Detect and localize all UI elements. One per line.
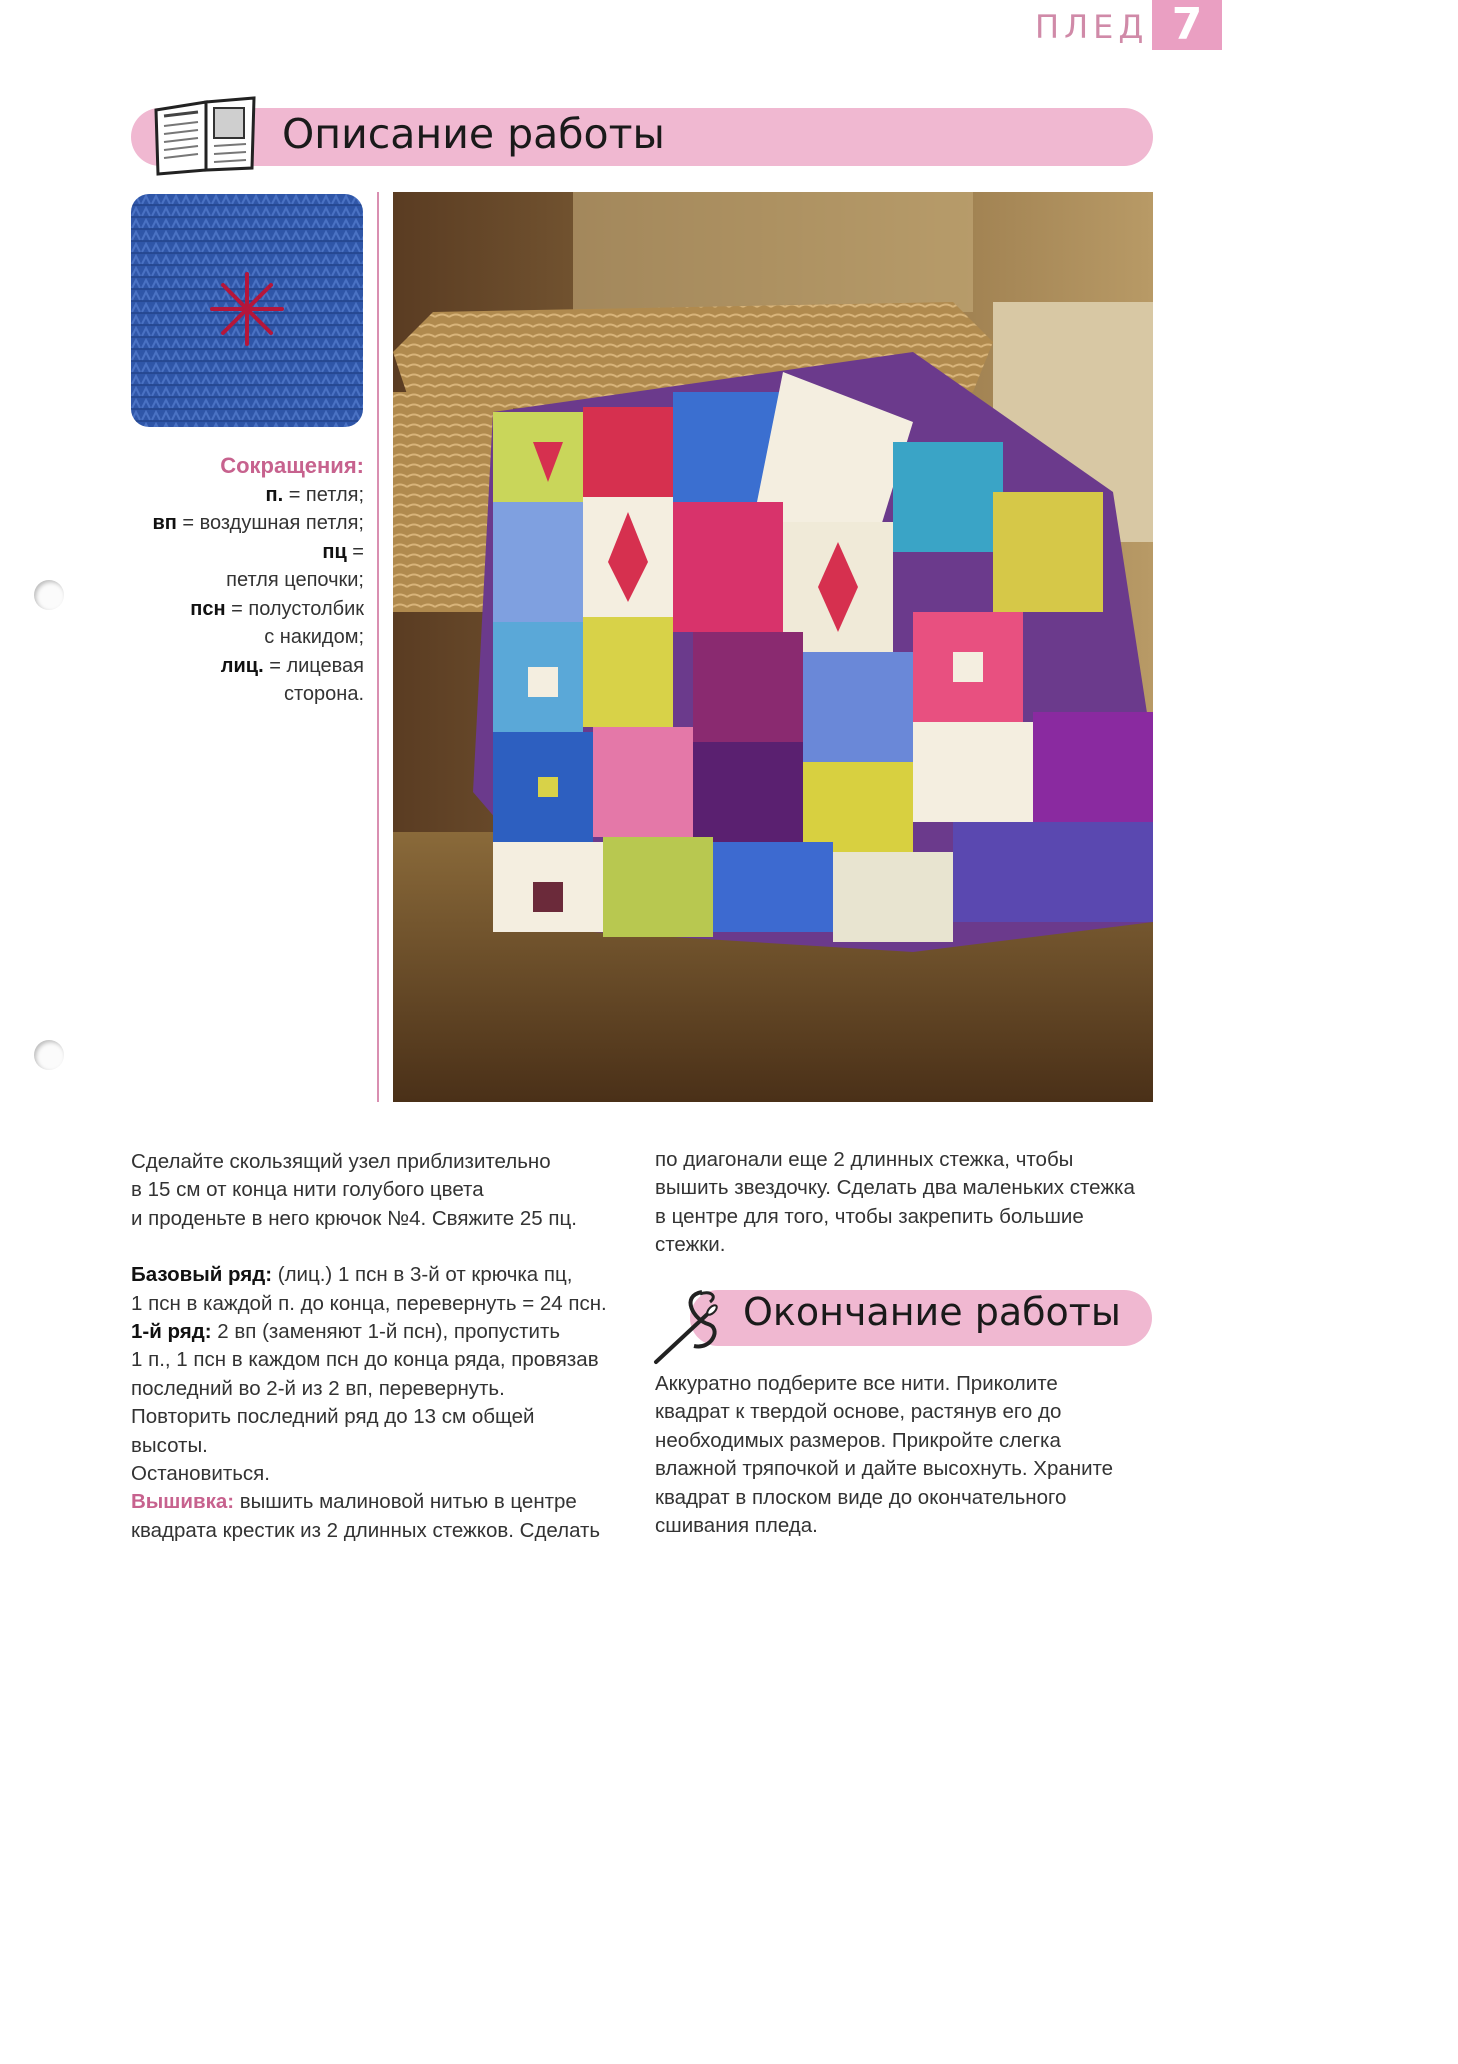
row1-line: высоты. [131, 1433, 208, 1457]
row1-line: Повторить последний ряд до 13 см общей [131, 1405, 535, 1429]
row1-line: Остановиться. [131, 1462, 270, 1486]
running-header-section: ПЛЕД [1035, 8, 1149, 46]
intro-line: Сделайте скользящий узел приблизительно [131, 1150, 551, 1173]
abbreviations-title: Сокращения: [220, 453, 364, 478]
embroidery-line: стежки. [655, 1233, 726, 1257]
finishing-line: влажной тряпочкой и дайте высохнуть. Храните [655, 1457, 1114, 1481]
abbreviation-line: петля цепочки; [226, 569, 364, 591]
finishing-text [655, 1370, 1155, 1540]
punch-hole [34, 1040, 64, 1070]
row1-line: последний во 2-й из 2 вп, перевернуть. [131, 1376, 505, 1400]
finishing-line: квадрат в плоском виде до окончательного [655, 1485, 1067, 1509]
abbreviation-line: лиц. = лицевая [220, 654, 364, 677]
embroidery-line: по диагонали еще 2 длинных стежка, чтобы [655, 1148, 1074, 1171]
blanket-photo [393, 192, 1153, 1102]
section-title-finishing: Окончание работы [743, 1290, 1121, 1334]
abbreviation-line: псн = полустолбик [190, 597, 364, 620]
abbreviation-line: с накидом; [264, 626, 364, 648]
intro-line: и проденьте в него крючок №4. Свяжите 25 пц. [131, 1206, 577, 1230]
finishing-line: Аккуратно подберите все нити. Приколите [655, 1372, 1058, 1395]
base-row-line: 1 псн в каждой п. до конца, перевернуть = 24 псн. [131, 1291, 607, 1315]
finishing-line: необходимых размеров. Прикройте слегка [655, 1428, 1061, 1452]
section-title-description: Описание работы [282, 110, 665, 158]
row1-line: 1 п., 1 псн в каждом псн до конца ряда, провязав [131, 1348, 599, 1372]
abbreviation-line: пц = [322, 540, 364, 563]
swatch-image [131, 194, 363, 427]
abbreviation-line: вп = воздушная петля; [152, 512, 364, 534]
finishing-line: квадрат к твердой основе, растянув его до [655, 1400, 1062, 1424]
page-number: 7 [1152, 0, 1222, 50]
embroidery-line: вышить звездочку. Сделать два маленьких стежка [655, 1176, 1135, 1200]
base-row-line: Базовый ряд: (лиц.) 1 псн в 3-й от крючка пц, [131, 1263, 573, 1287]
embroidery-line: в центре для того, чтобы закрепить большие [655, 1204, 1084, 1228]
row1-line: 1-й ряд: 2 вп (заменяют 1-й псн), пропустить [131, 1320, 561, 1344]
abbreviation-line: п. = петля; [265, 483, 364, 506]
instructions-column-1 [131, 1148, 631, 1545]
star-embroidery [212, 274, 282, 344]
needle-icon [650, 1286, 736, 1366]
embroidery-line: Вышивка: вышить малиновой нитью в центре [131, 1490, 577, 1514]
instructions-column-2 [655, 1146, 1155, 1260]
divider-line [377, 192, 379, 1102]
abbreviation-line: сторона. [283, 683, 364, 705]
punch-hole [34, 580, 64, 610]
abbreviations-box [120, 452, 364, 709]
intro-line: в 15 см от конца нити голубого цвета [131, 1178, 484, 1202]
embroidery-line: квадрата крестик из 2 длинных стежков. Сделать [131, 1518, 601, 1542]
book-icon [150, 96, 260, 176]
finishing-line: сшивания пледа. [655, 1514, 818, 1538]
